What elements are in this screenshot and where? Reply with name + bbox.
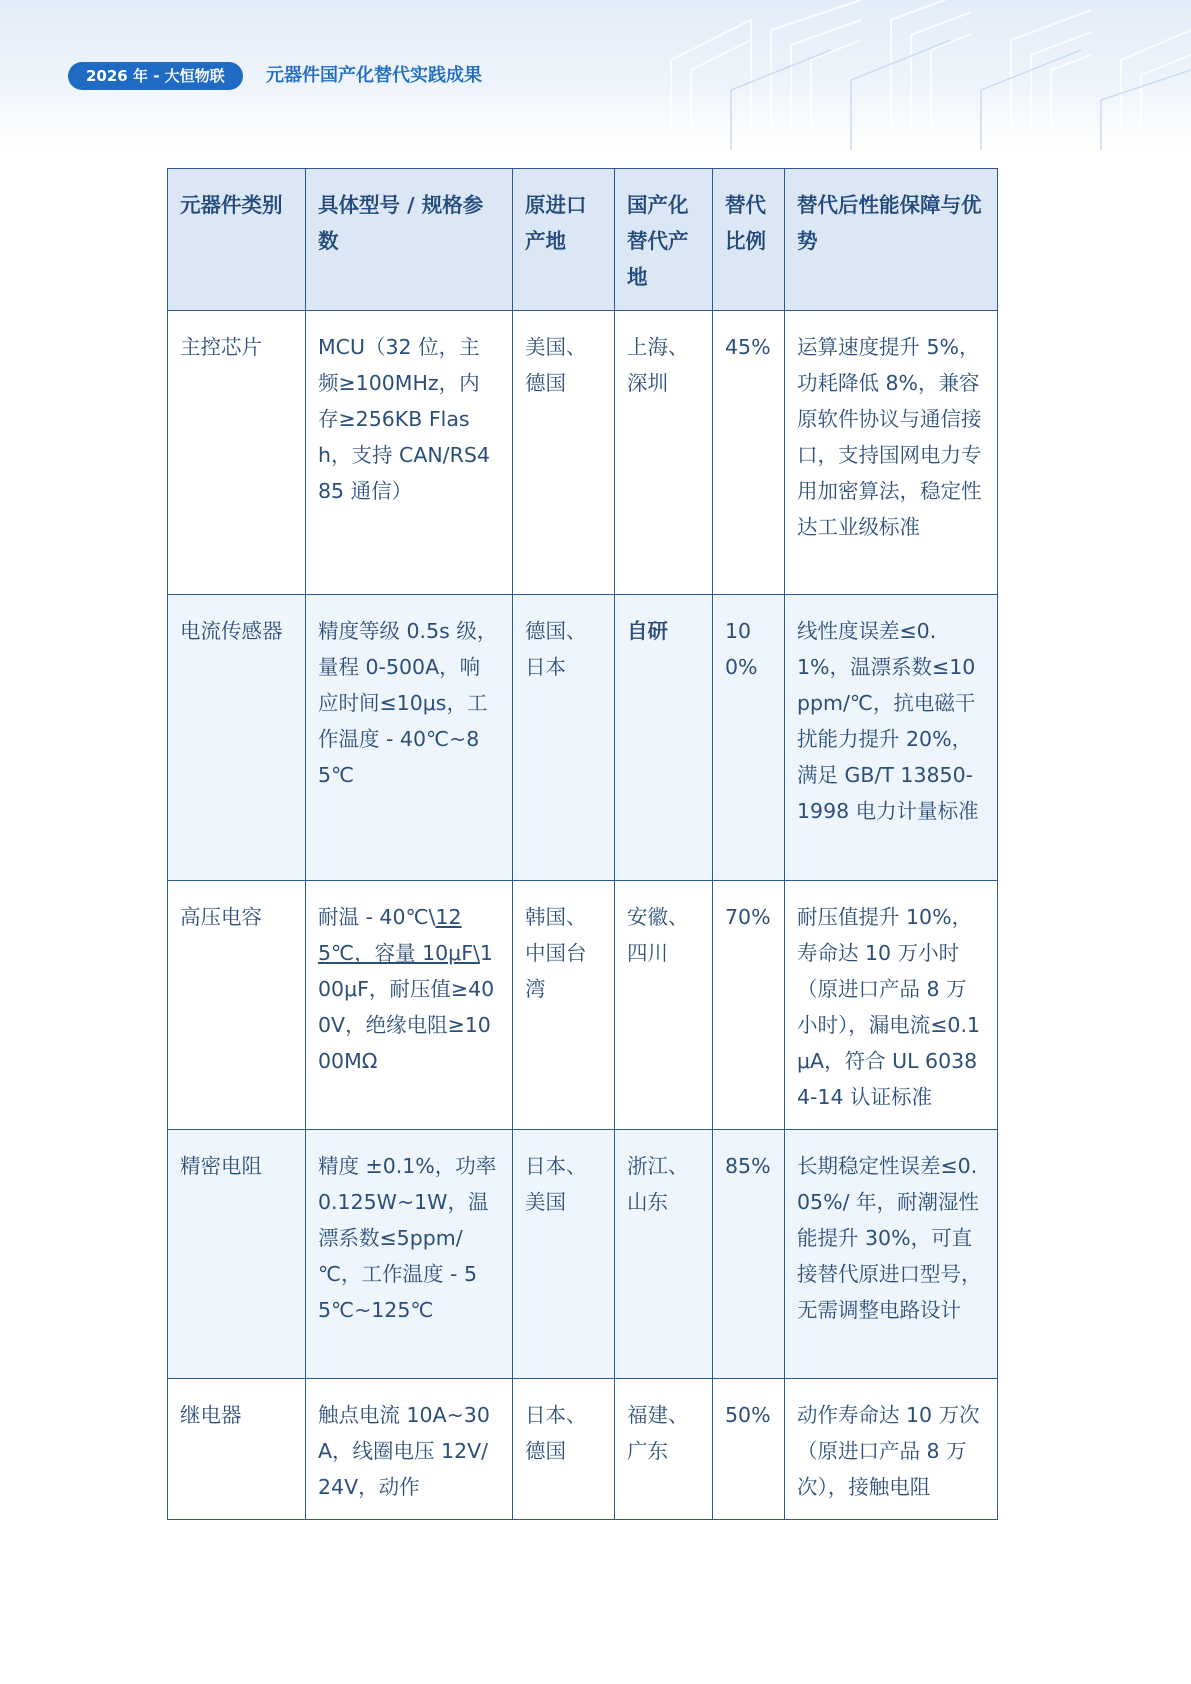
decorative-lines-graphic xyxy=(631,0,1191,150)
cell-origin: 日本、美国 xyxy=(513,1130,615,1379)
cell-domestic: 福建、广东 xyxy=(615,1379,713,1520)
spec-text-start: 耐温 - 40℃\ xyxy=(318,905,436,929)
cell-category: 主控芯片 xyxy=(168,311,306,595)
cell-ratio: 45% xyxy=(713,311,785,595)
localization-results-table xyxy=(167,168,998,1520)
spec-text-end: 100μF，耐压值≥400V，绝缘电阻≥1000MΩ xyxy=(318,941,495,1073)
cell-spec: 触点电流 10A~30A，线圈电压 12V/24V，动作 xyxy=(306,1379,513,1520)
section-title: 元器件国产化替代实践成果 xyxy=(266,65,482,86)
cell-origin: 日本、德国 xyxy=(513,1379,615,1520)
col-header-origin: 原进口产地 xyxy=(513,169,615,311)
cell-category: 电流传感器 xyxy=(168,595,306,881)
col-header-category: 元器件类别 xyxy=(168,169,306,311)
cell-spec: 精度等级 0.5s 级，量程 0-500A，响应时间≤10μs，工作温度 - 40℃~85℃ xyxy=(306,595,513,881)
cell-ratio: 70% xyxy=(713,881,785,1130)
cell-ratio: 85% xyxy=(713,1130,785,1379)
col-header-ratio: 替代比例 xyxy=(713,169,785,311)
cell-ratio: 50% xyxy=(713,1379,785,1520)
cell-origin: 德国、日本 xyxy=(513,595,615,881)
cell-origin: 韩国、中国台湾 xyxy=(513,881,615,1130)
header-banner xyxy=(0,0,1191,150)
spec-text-underlined: 125℃，容量 10μF\ xyxy=(318,905,480,965)
cell-spec: MCU（32 位，主频≥100MHz，内存≥256KB Flash，支持 CAN/RS485 通信） xyxy=(306,311,513,595)
cell-advantage: 耐压值提升 10%，寿命达 10 万小时（原进口产品 8 万小时），漏电流≤0.1μA，符合 UL 60384-14 认证标准 xyxy=(785,881,998,1130)
col-header-domestic: 国产化替代产地 xyxy=(615,169,713,311)
table-row xyxy=(168,1130,998,1379)
table-row xyxy=(168,1379,998,1520)
table-row xyxy=(168,881,998,1130)
cell-domestic: 浙江、山东 xyxy=(615,1130,713,1379)
cell-category: 精密电阻 xyxy=(168,1130,306,1379)
cell-domestic: 自研 xyxy=(615,595,713,881)
col-header-spec: 具体型号 / 规格参数 xyxy=(306,169,513,311)
cell-advantage: 动作寿命达 10 万次（原进口产品 8 万次），接触电阻 xyxy=(785,1379,998,1520)
cell-ratio: 100% xyxy=(713,595,785,881)
cell-advantage: 长期稳定性误差≤0.05%/ 年，耐潮湿性能提升 30%，可直接替代原进口型号，无需调整电路设计 xyxy=(785,1130,998,1379)
cell-category: 继电器 xyxy=(168,1379,306,1520)
table-header-row xyxy=(168,169,998,311)
cell-advantage: 运算速度提升 5%，功耗降低 8%，兼容原软件协议与通信接口，支持国网电力专用加密算法，稳定性达工业级标准 xyxy=(785,311,998,595)
year-company-tag: 2026 年 - 大恒物联 xyxy=(68,62,243,90)
cell-spec: 精度 ±0.1%，功率 0.125W~1W，温漂系数≤5ppm/℃，工作温度 - 55℃~125℃ xyxy=(306,1130,513,1379)
cell-origin: 美国、德国 xyxy=(513,311,615,595)
cell-domestic: 安徽、四川 xyxy=(615,881,713,1130)
table-row xyxy=(168,595,998,881)
table-row xyxy=(168,311,998,595)
cell-advantage: 线性度误差≤0.1%，温漂系数≤10ppm/℃，抗电磁干扰能力提升 20%，满足 GB/T 13850-1998 电力计量标准 xyxy=(785,595,998,881)
cell-domestic: 上海、深圳 xyxy=(615,311,713,595)
col-header-advantage: 替代后性能保障与优势 xyxy=(785,169,998,311)
cell-category: 高压电容 xyxy=(168,881,306,1130)
cell-spec xyxy=(306,881,513,1130)
